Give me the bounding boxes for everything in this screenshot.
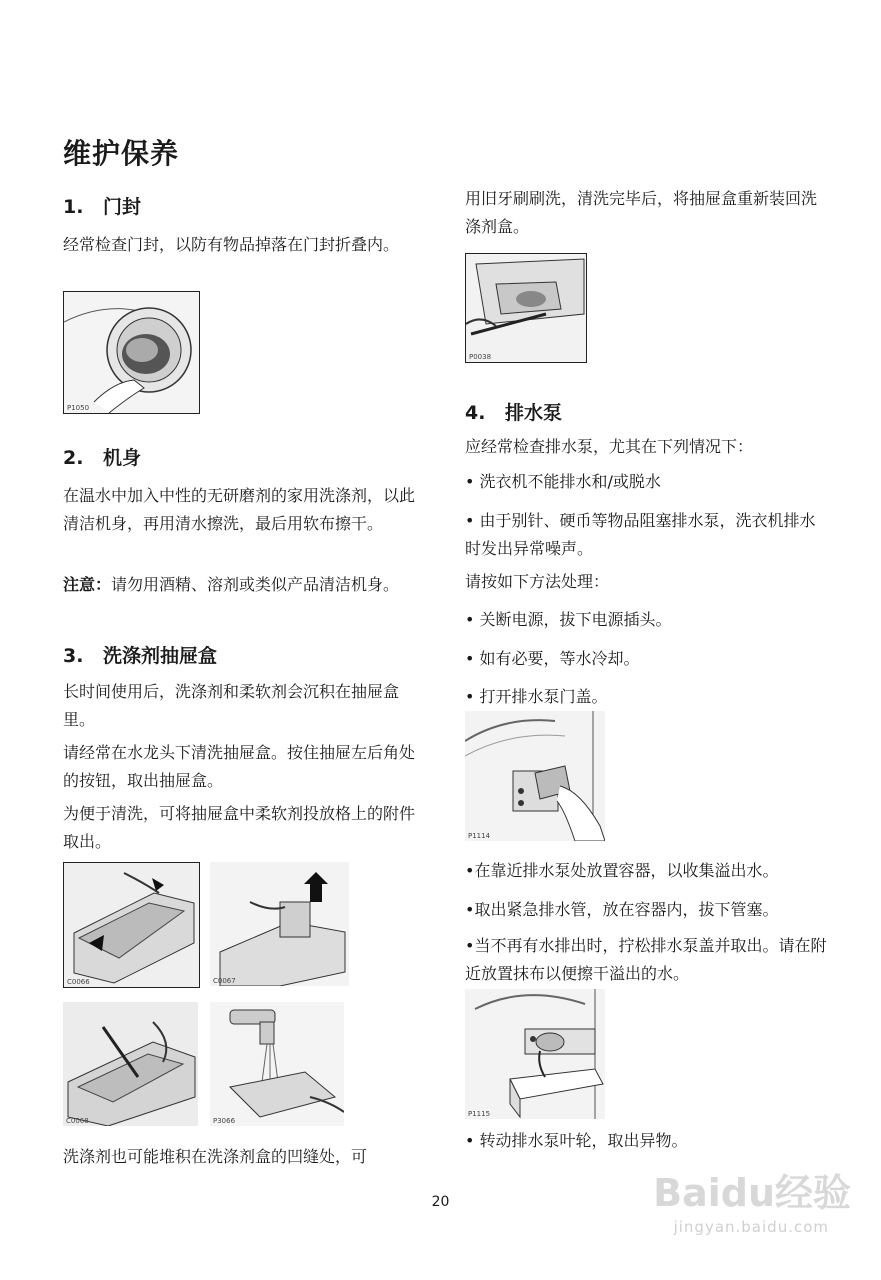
section-2-note [63, 571, 425, 599]
section-4-step-6: •当不再有水排出时，拧松排水泵盖并取出。请在附近放置抹布以便擦干溢出的水。 [465, 936, 827, 983]
section-4-case-2: • 由于别针、硬币等物品阻塞排水泵，洗衣机排水时发出异常噪声。 [465, 511, 816, 558]
section-number: 3. [63, 645, 84, 667]
page-title: 维护保养 [63, 137, 180, 170]
section-title: 排水泵 [505, 402, 563, 424]
section-4-intro: 应经常检查排水泵，尤其在下列情况下： [465, 437, 754, 456]
section-4-heading [465, 398, 562, 425]
drawer-remove-illustration [63, 862, 200, 988]
section-4-step-1: • 关断电源，拔下电源插头。 [465, 610, 672, 629]
drawer-rinse-illustration [210, 1002, 344, 1126]
section-4-step-4: •在靠近排水泵处放置容器，以收集溢出水。 [465, 861, 779, 880]
page-number: 20 [431, 1194, 450, 1210]
section-2-heading [63, 443, 141, 470]
section-title: 门封 [103, 196, 142, 218]
section-4-case-1: • 洗衣机不能排水和/或脱水 [465, 472, 661, 491]
drawer-insert-lift-illustration [210, 862, 349, 986]
note-label: 注意： [63, 575, 112, 594]
note-text: 请勿用酒精、溶剂或类似产品清洁机身。 [111, 575, 400, 594]
pump-door-illustration [465, 711, 605, 841]
figure-code: P0038 [469, 353, 492, 361]
section-1-heading [63, 192, 141, 219]
section-3-p3: 为便于清洗，可将抽屉盒中柔软剂投放格上的附件取出。 [63, 804, 416, 851]
figure-code: C0068 [66, 1117, 89, 1125]
section-4-step-3: • 打开排水泵门盖。 [465, 687, 608, 706]
section-title: 洗涤剂抽屉盒 [103, 645, 218, 667]
drawer-recess-illustration [465, 253, 587, 363]
figure-code: C0066 [67, 978, 90, 986]
figure-code: P1114 [468, 832, 491, 840]
section-3-p4: 洗涤剂也可能堆积在洗涤剂盒的凹缝处，可 [63, 1147, 368, 1166]
baidu-watermark-logo: Baidu经验 [653, 1171, 851, 1215]
figure-code: C0067 [213, 977, 236, 985]
figure-code: P1115 [468, 1110, 491, 1118]
section-4-method: 请按如下方法处理： [465, 572, 610, 591]
section-3-p5: 用旧牙刷刷洗，清洗完毕后，将抽屉盒重新装回洗涤剂盒。 [465, 189, 818, 236]
section-2-text: 在温水中加入中性的无研磨剂的家用洗涤剂，以此清洁机身，再用清水擦洗，最后用软布擦干。 [63, 486, 416, 533]
section-3-p1: 长时间使用后，洗涤剂和柔软剂会沉积在抽屉盒里。 [63, 682, 400, 729]
section-number: 4. [465, 402, 486, 424]
section-3-heading [63, 641, 217, 668]
section-title: 机身 [103, 447, 142, 469]
section-4-last: • 转动排水泵叶轮，取出异物。 [465, 1131, 688, 1150]
baidu-watermark-url: jingyan.baidu.com [673, 1218, 829, 1236]
section-4-step-2: • 如有必要，等水冷却。 [465, 649, 640, 668]
section-3-p2: 请经常在水龙头下清洗抽屉盒。按住抽屉左后角处的按钮，取出抽屉盒。 [63, 743, 416, 790]
figure-code: P1050 [67, 404, 90, 412]
section-number: 1. [63, 196, 84, 218]
door-seal-illustration [63, 291, 200, 414]
figure-code: P3066 [213, 1117, 236, 1125]
section-4-step-5: •取出紧急排水管，放在容器内，拔下管塞。 [465, 900, 779, 919]
drawer-brush-illustration [63, 1002, 198, 1126]
section-number: 2. [63, 447, 84, 469]
section-1-text: 经常检查门封，以防有物品掉落在门封折叠内。 [63, 235, 400, 254]
pump-drain-container-illustration [465, 989, 605, 1119]
